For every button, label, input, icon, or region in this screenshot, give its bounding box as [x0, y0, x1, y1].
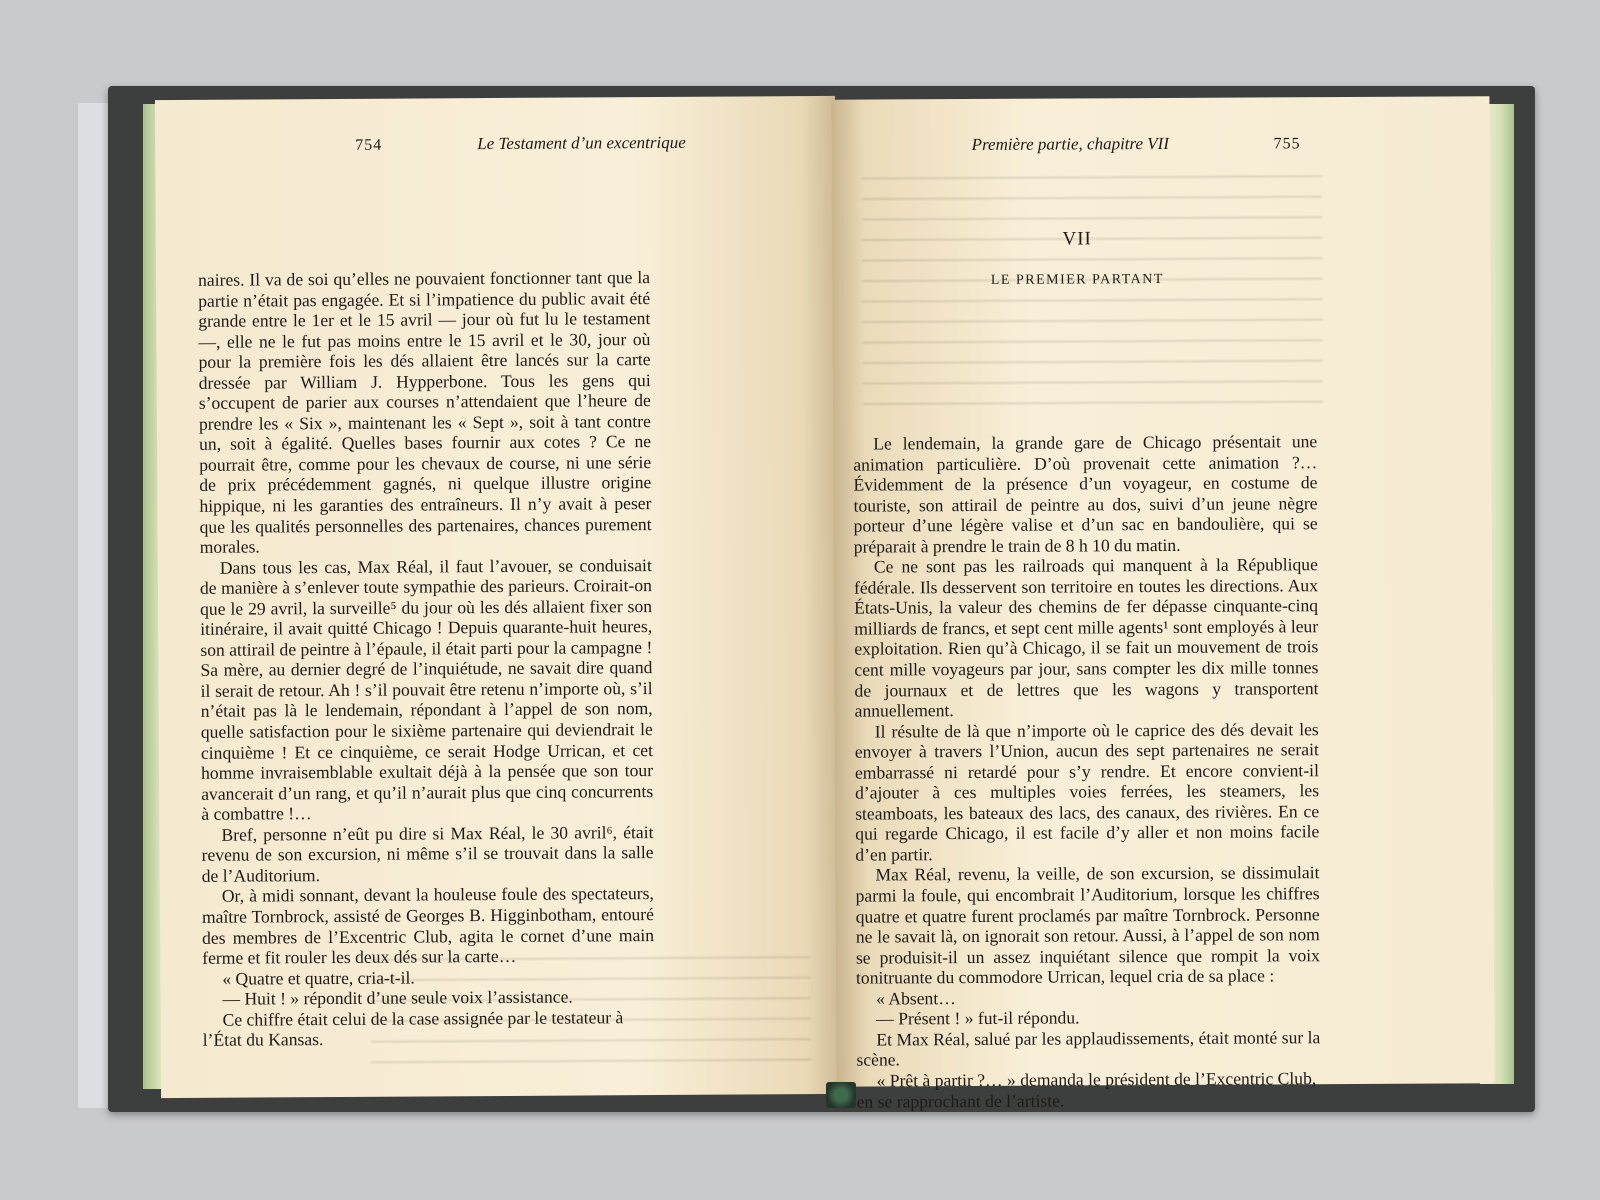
- running-head-left: Le Testament d’un excentrique: [477, 132, 686, 154]
- running-head-right: Première partie, chapitre VII: [971, 133, 1170, 154]
- paragraph: « Prêt à partir ?… » demanda le président de l’Excentric Club, en se rapprochant de l’artiste.: [856, 1068, 1317, 1112]
- page-number-right: 755: [1273, 135, 1301, 153]
- dialogue-line: — Présent ! » fut-il répondu.: [876, 1007, 1080, 1029]
- page-number-left: 754: [355, 136, 383, 154]
- right-page-text: [853, 431, 1321, 1111]
- left-page: [155, 96, 841, 1098]
- paragraph: Ce chiffre était celui de la case assignée par le testateur à l’État du Kansas.: [202, 1006, 624, 1051]
- paragraph: Et Max Réal, salué par les applaudissements, était monté sur la scène.: [856, 1027, 1321, 1071]
- paragraph: Le lendemain, la grande gare de Chicago présentait une animation particulière. D’où provenait cette animation ?… Évidemment de la présence d’un voyageur, en costume de touriste, son attirail de peintre au dos, suivi d’un jeune nègre porteur d’une légère valise et d’un sac en bandoulière, qui se préparait à prendre le train de 8 h 10 du matin.: [853, 431, 1318, 557]
- paragraph: Max Réal, revenu, la veille, de son excursion, se dissimulait parmi la foule, qui encombrait l’Auditorium, lorsque les chiffres quatre et quatre furent proclamés par maître Tornbrock. Personne ne le savait là, on ignorait son retour. Aussi, à l’appel de son nom se produisit-il un assez inquiétant silence que rompit la voix tonitruante du commodore Urrican, lequel cria de sa place :: [855, 862, 1320, 988]
- dialogue-line: « Quatre et quatre, cria-t-il.: [222, 967, 415, 989]
- show-through-text: [862, 175, 1323, 407]
- paragraph: Bref, personne n’eût pu dire si Max Réal, le 30 avril⁶, était revenu de son excursion, ni même s’il se trouvait dans la salle de l’Auditorium.: [201, 821, 654, 886]
- bookmark-ribbon: [826, 1082, 856, 1108]
- paragraph: Ce ne sont pas les railroads qui manquent à la République fédérale. Ils desservent son territoire en toutes les directions. Aux États-Unis, la valeur des chemins de fer dépasse cinquante-cinq milliards de francs, et sept cent mille agents¹ sont employés à leur exploitation. Rien qu’à Chicago, il se fait un mouvement de trois cent mille voyageurs par jour, sans compter les dix mille tonnes de journaux et de lettres que les wagons y transportent annuellement.: [853, 554, 1319, 721]
- chapter-title: LE PREMIER PARTANT: [990, 271, 1164, 288]
- left-page-text: [198, 267, 655, 1051]
- paragraph: Dans tous les cas, Max Réal, il faut l’avouer, se conduisait de manière à s’enlever toute sympathie des parieurs. Croirait-on que le 29 avril, la surveille⁵ du jour où les dés allaient fixer son itinéraire, il avait quitté Chicago ! Depuis quarante-huit heures, son attirail de peintre à l’épaule, il était parti pour la campagne ! Sa mère, au dernier degré de l’inquiétude, ne savait dire quand il serait de retour. Ah ! s’il pouvait être retenu n’importe où, s’il n’était pas là le lendemain, répondant à l’appel de son nom, quelle satisfaction pour le sixième partenaire qui deviendrait le cinquième ! Et ce cinquième, ce serait Hodge Urrican, et cet homme invraisemblable exultait déjà à la pensée que son tour avancerait d’un rang, et qu’il n’aurait plus que cinq concurrents à combattre !…: [199, 554, 654, 825]
- chapter-number: VII: [1062, 228, 1092, 250]
- dialogue-line: — Huit ! » répondit d’une seule voix l’assistance.: [222, 986, 573, 1009]
- paragraph: Il résulte de là que n’importe où le caprice des dés devait les envoyer à travers l’Union, aucun des sept partenaires ne serait embarrassé ni retardé pour s’y rendre. Et encore convient-il d’ajouter à ces multiples voies ferrées, les steamers, les steamboats, les bateaux des lacs, des canaux, des rivières. En ce qui regarde Chicago, il est facile d’y aller et non moins facile d’en partir.: [854, 718, 1320, 865]
- show-through-text: [370, 956, 811, 1074]
- dialogue-line: « Absent…: [876, 987, 956, 1009]
- paragraph: Or, à midi sonnant, devant la houleuse foule des spectateurs, maître Tornbrock, assisté de Georges B. Higginbotham, entouré des membres de l’Excentric Club, agita le cornet d’une main ferme et fit rouler les deux dés sur la carte…: [201, 883, 655, 968]
- right-page: [831, 96, 1494, 1112]
- paragraph: naires. Il va de soi qu’elles ne pouvaient fonctionner tant que la partie n’était pas engagée. Et si l’impatience du public avait été grande entre le 1er et le 15 avril — jour où fut lu le testament —, elle ne le fut pas moins entre le 15 avril et le 30, jour où pour la première fois les dés allaient être lancés sur la carte dressée par William J. Hypperbone. Tous les gens qui s’occupent de parier aux courses n’attendaient que l’heure de prendre les « Six », maintenant les « Sept », soit à tant contre un, soit à égalité. Quelles bases fournir aux cotes ? Ce ne pourrait être, comme pour les chevaux de course, ni une série de prix précédemment gagnés, ni quelque illustre origine hippique, ni les garanties des entraîneurs. Il n’y avait à peser que les qualités personnelles des partenaires, chances purement morales.: [197, 267, 652, 557]
